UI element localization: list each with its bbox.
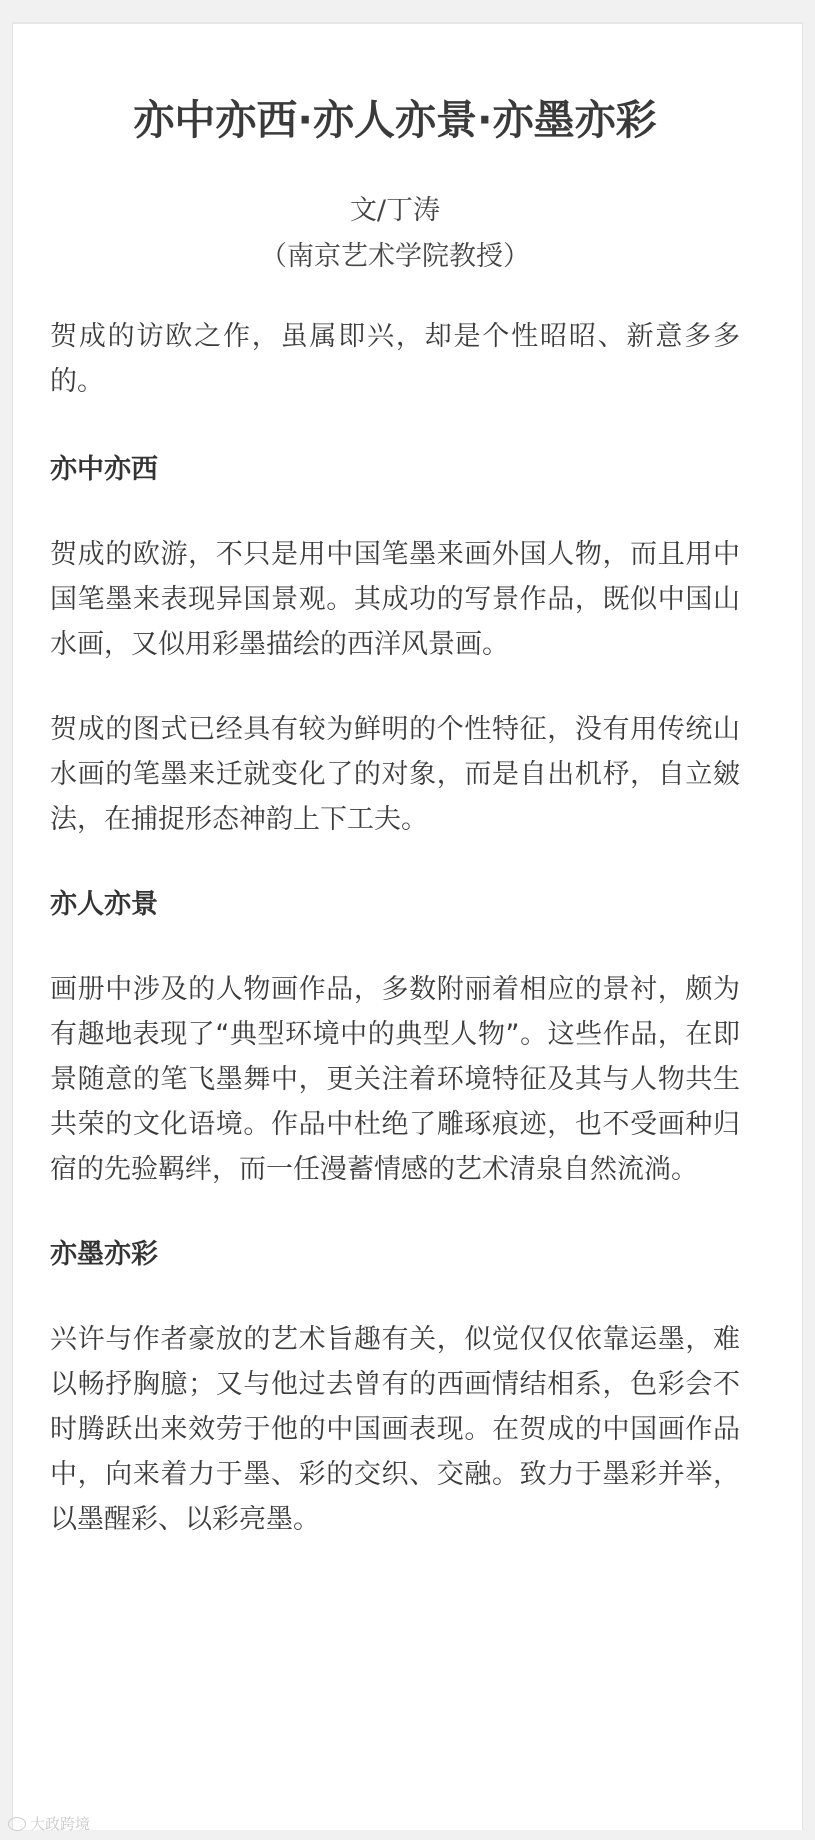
article-author: 文/丁涛 <box>349 195 441 226</box>
article-title: 亦中亦西·亦人亦景·亦墨亦彩 <box>133 96 657 144</box>
section-paragraph: 贺成的欧游，不只是用中国笔墨来画外国人物，而且用中国笔墨来表现异国景观。其成功的写景作品，既似中国山水画，又似用彩墨描绘的西洋风景画。 <box>50 539 740 660</box>
article-content <box>50 90 740 1542</box>
weibo-logo-icon <box>8 1817 26 1831</box>
section-heading: 亦墨亦彩 <box>50 1239 158 1270</box>
intro-paragraph: 贺成的访欧之作，虽属即兴，却是个性昭昭、新意多多的。 <box>50 321 740 397</box>
section-paragraph: 贺成的图式已经具有较为鲜明的个性特征，没有用传统山水画的笔墨来迁就变化了的对象，而是自出机杼，自立皴法，在捕捉形态神韵上下工夫。 <box>50 714 740 835</box>
section-paragraph: 兴许与作者豪放的艺术旨趣有关，似觉仅仅依靠运墨，难以畅抒胸臆；又与他过去曾有的西画情结相系，色彩会不时腾跃出来效劳于他的中国画表现。在贺成的中国画作品中，向来着力于墨、彩的交织、交融。致力于墨彩并举，以墨醒彩、以彩亮墨。 <box>50 1324 740 1535</box>
section-heading: 亦中亦西 <box>50 454 158 485</box>
watermark-text: 大政跨境 <box>30 1815 91 1833</box>
author-affiliation: （南京艺术学院教授） <box>260 241 530 272</box>
section-heading: 亦人亦景 <box>50 889 158 920</box>
section-paragraph: 画册中涉及的人物画作品，多数附丽着相应的景衬，颇为有趣地表现了“典型环境中的典型人物”。这些作品，在即景随意的笔飞墨舞中，更关注着环境特征及其与人物共生共荣的文化语境。作品中杜绝了雕琢痕迹，也不受画种归宿的先验羁绊，而一任漫蓄情感的艺术清泉自然流淌。 <box>50 974 740 1185</box>
watermark <box>8 1813 90 1834</box>
